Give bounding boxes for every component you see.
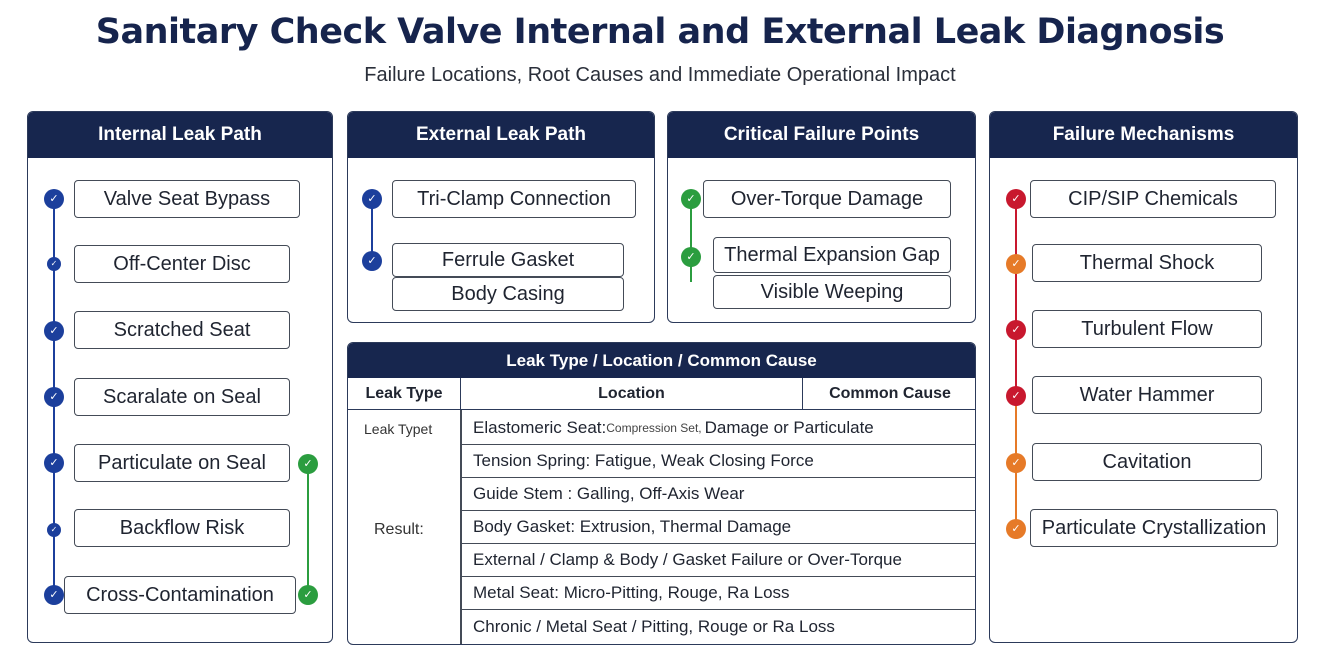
table-row: Guide Stem : Galling, Off-Axis Wear — [461, 478, 976, 511]
internal-marker-1: ✓ — [44, 189, 64, 209]
critical-item-visible-weeping: Visible Weeping — [713, 275, 951, 309]
mechanism-item-thermal-shock: Thermal Shock — [1032, 244, 1262, 282]
internal-leak-header: Internal Leak Path — [28, 112, 332, 158]
critical-item-thermal-expansion-gap: Thermal Expansion Gap — [713, 237, 951, 273]
external-item-tri-clamp: Tri-Clamp Connection — [392, 180, 636, 218]
mechanisms-marker-1: ✓ — [1006, 189, 1026, 209]
external-item-ferrule-gasket: Ferrule Gasket — [392, 243, 624, 277]
internal-marker-4: ✓ — [44, 387, 64, 407]
internal-item-particulate-on-seal: Particulate on Seal — [74, 444, 290, 482]
row-text-rest: Damage or Particulate — [704, 418, 874, 437]
critical-marker-1: ✓ — [681, 189, 701, 209]
critical-connector — [690, 198, 692, 282]
table-row — [461, 412, 976, 445]
internal-green-marker-2: ✓ — [298, 585, 318, 605]
mechanisms-marker-6: ✓ — [1006, 519, 1026, 539]
column-header-location: Location — [461, 378, 803, 410]
table-row: External / Clamp & Body / Gasket Failure or Over-Torque — [461, 544, 976, 577]
table-row: Tension Spring: Fatigue, Weak Closing Force — [461, 445, 976, 478]
external-leak-panel — [347, 111, 655, 323]
mechanism-item-water-hammer: Water Hammer — [1032, 376, 1262, 414]
column-header-leak-type: Leak Type — [348, 378, 461, 410]
row-label-result: Result: — [374, 521, 424, 538]
mechanism-item-turbulent-flow: Turbulent Flow — [1032, 310, 1262, 348]
mechanisms-marker-2: ✓ — [1006, 254, 1026, 274]
mechanisms-marker-4: ✓ — [1006, 386, 1026, 406]
column-header-common-cause: Common Cause — [803, 378, 976, 410]
internal-item-scaralate-on-seal: Scaralate on Seal — [74, 378, 290, 416]
internal-leak-panel — [27, 111, 333, 643]
critical-failure-header: Critical Failure Points — [668, 112, 975, 158]
internal-green-marker-1: ✓ — [298, 454, 318, 474]
internal-marker-7: ✓ — [44, 585, 64, 605]
row-text: Elastomeric Seat: — [473, 418, 607, 437]
external-marker-1: ✓ — [362, 189, 382, 209]
critical-failure-panel — [667, 111, 976, 323]
external-marker-2: ✓ — [362, 251, 382, 271]
internal-item-scratched-seat: Scratched Seat — [74, 311, 290, 349]
page-title: Sanitary Check Valve Internal and External Leak Diagnosis — [95, 12, 1225, 52]
mechanisms-marker-3: ✓ — [1006, 320, 1026, 340]
internal-marker-5: ✓ — [44, 453, 64, 473]
internal-item-cross-contamination: Cross-Contamination — [64, 576, 296, 614]
critical-marker-2: ✓ — [681, 247, 701, 267]
internal-green-connector — [307, 462, 309, 596]
mechanism-item-cavitation: Cavitation — [1032, 443, 1262, 481]
internal-item-valve-seat-bypass: Valve Seat Bypass — [74, 180, 300, 218]
internal-marker-6: ✓ — [47, 523, 61, 537]
row-label-leak-type: Leak Typet — [364, 421, 433, 437]
table-row: Chronic / Metal Seat / Pitting, Rouge or Ra Loss — [473, 616, 835, 636]
external-item-body-casing: Body Casing — [392, 277, 624, 311]
page-subtitle: Failure Locations, Root Causes and Immediate Operational Impact — [364, 64, 956, 86]
mechanisms-red-connector — [1015, 198, 1017, 398]
table-row: Metal Seat: Micro-Pitting, Rouge, Ra Loss — [461, 577, 976, 610]
mechanism-item-particulate-crystallization: Particulate Crystallization — [1030, 509, 1278, 547]
internal-marker-2: ✓ — [47, 257, 61, 271]
mechanism-item-cip-sip: CIP/SIP Chemicals — [1030, 180, 1276, 218]
internal-item-backflow-risk: Backflow Risk — [74, 509, 290, 547]
failure-mechanisms-panel — [989, 111, 1298, 643]
critical-item-over-torque: Over-Torque Damage — [703, 180, 951, 218]
table-row: Body Gasket: Extrusion, Thermal Damage — [461, 511, 976, 544]
mechanisms-marker-5: ✓ — [1006, 453, 1026, 473]
failure-mechanisms-header: Failure Mechanisms — [990, 112, 1297, 158]
internal-marker-3: ✓ — [44, 321, 64, 341]
leak-table-title: Leak Type / Location / Common Cause — [348, 343, 975, 378]
row-text-small: Compression Set, — [606, 421, 702, 435]
external-leak-header: External Leak Path — [348, 112, 654, 158]
leak-table-panel — [347, 342, 976, 645]
internal-item-off-center-disc: Off-Center Disc — [74, 245, 290, 283]
